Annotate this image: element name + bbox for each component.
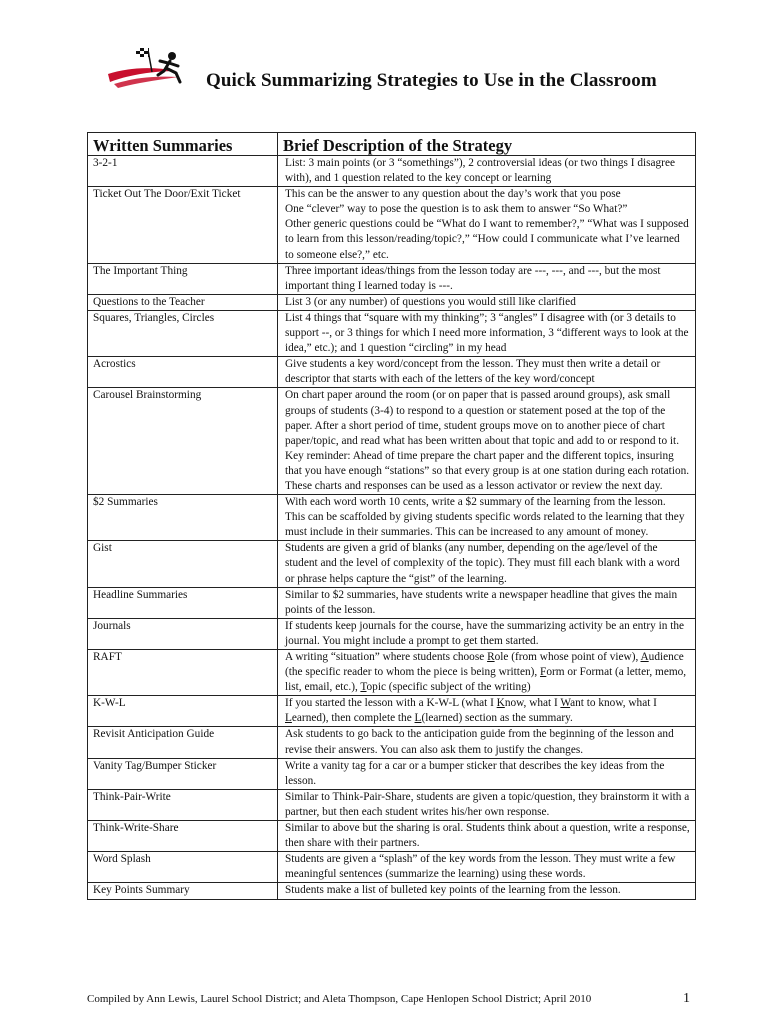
strategy-name: Word Splash bbox=[88, 852, 278, 883]
strategy-description: On chart paper around the room (or on paper that is passed around groups), ask small groups of students (3-4) to respond to a question or statement posed at the top of the paper. After a short period of time, student groups move on to another piece of chart paper/topic, and read what has been written about that topic and add to or respond to it. Key reminder: Ahead of time prepare the chart paper and the different topics, insuring that you have enough “stations” so that every group is at one station during each rotation. These charts and responses can be used as a lesson activator or review the next day. bbox=[278, 388, 696, 495]
running-figure-logo bbox=[106, 44, 192, 94]
strategy-name: The Important Thing bbox=[88, 263, 278, 294]
table-row bbox=[88, 263, 696, 294]
page-number: 1 bbox=[683, 991, 690, 1006]
strategy-name: RAFT bbox=[88, 650, 278, 696]
strategy-name: Questions to the Teacher bbox=[88, 294, 278, 310]
strategy-description: Similar to Think-Pair-Share, students are given a topic/question, they brainstorm it with a partner, but then each student writes his/her own response. bbox=[278, 789, 696, 820]
strategy-description: Students are given a grid of blanks (any number, depending on the age/level of the student and the level of complexity of the topic). They must fill each blank with a word or phrase helps capture the “gist” of the learning. bbox=[278, 541, 696, 587]
page-title: Quick Summarizing Strategies to Use in the Classroom bbox=[206, 70, 657, 91]
strategy-name: K-W-L bbox=[88, 696, 278, 727]
table-row bbox=[88, 821, 696, 852]
underlined-letter: W bbox=[560, 697, 571, 710]
table-row bbox=[88, 294, 696, 310]
underlined-letter: R bbox=[487, 651, 495, 663]
description-text: now, what I bbox=[504, 697, 561, 710]
strategy-description: If students keep journals for the course, have the summarizing activity be an entry in the journal. You might include a prompt to get them started. bbox=[278, 618, 696, 649]
underlined-letter: K bbox=[496, 697, 505, 710]
description-text: opic (specific subject of the writing) bbox=[366, 681, 531, 694]
strategy-name: 3-2-1 bbox=[88, 156, 278, 187]
underlined-letter: A bbox=[640, 651, 649, 663]
strategy-name: Vanity Tag/Bumper Sticker bbox=[88, 758, 278, 789]
table-row bbox=[88, 587, 696, 618]
table-row bbox=[88, 758, 696, 789]
strategy-description: Similar to above but the sharing is oral. Students think about a question, write a response, then share with their partners. bbox=[278, 821, 696, 852]
table-row bbox=[88, 310, 696, 356]
description-text: A writing “situation” where students choose bbox=[285, 651, 488, 663]
strategy-name: Journals bbox=[88, 618, 278, 649]
strategy-name: Ticket Out The Door/Exit Ticket bbox=[88, 187, 278, 263]
strategy-description: List 3 (or any number) of questions you would still like clarified bbox=[278, 294, 696, 310]
footer-credits: Compiled by Ann Lewis, Laurel School District; and Aleta Thompson, Cape Henlopen School District; April 2010 bbox=[87, 993, 592, 1005]
underlined-letter: F bbox=[540, 666, 547, 679]
table-row bbox=[88, 727, 696, 758]
strategy-description bbox=[278, 650, 696, 696]
column-header-written-summaries: Written Summaries bbox=[88, 133, 278, 156]
description-text: ole (from whose point of view), bbox=[494, 651, 641, 663]
strategy-description: Similar to $2 summaries, have students write a newspaper headline that gives the main points of the lesson. bbox=[278, 587, 696, 618]
strategy-name: Acrostics bbox=[88, 357, 278, 388]
strategy-description bbox=[278, 696, 696, 727]
strategy-name: Carousel Brainstorming bbox=[88, 388, 278, 495]
underlined-letter: L bbox=[285, 712, 292, 725]
strategy-name: Squares, Triangles, Circles bbox=[88, 310, 278, 356]
table-row bbox=[88, 696, 696, 727]
table-row bbox=[88, 650, 696, 696]
strategy-name: $2 Summaries bbox=[88, 495, 278, 541]
strategy-description: Three important ideas/things from the lesson today are ---, ---, and ---, but the most important thing I learned today is ---. bbox=[278, 263, 696, 294]
strategy-name: Revisit Anticipation Guide bbox=[88, 727, 278, 758]
table-row bbox=[88, 187, 696, 263]
table-row bbox=[88, 495, 696, 541]
strategy-name: Think-Write-Share bbox=[88, 821, 278, 852]
strategy-description: Write a vanity tag for a car or a bumper sticker that describes the key ideas from the lesson. bbox=[278, 758, 696, 789]
table-row bbox=[88, 852, 696, 883]
strategy-description: Give students a key word/concept from the lesson. They must then write a detail or descriptor that starts with each of the letters of the key word/concept bbox=[278, 357, 696, 388]
strategy-description: Students make a list of bulleted key points of the learning from the lesson. bbox=[278, 883, 696, 899]
strategy-name: Think-Pair-Write bbox=[88, 789, 278, 820]
description-text: udience (the specific reader to whom the piece is being written), bbox=[285, 651, 684, 679]
table-row bbox=[88, 883, 696, 899]
description-text: (learned) section as the summary. bbox=[421, 712, 573, 725]
strategy-description: This can be the answer to any question about the day’s work that you pose One “clever” way to pose the question is to ask them to answer “So What?” Other generic questions could be “What do I want to remember?,” “What was I supposed to learn from this lesson/reading/topic?,” “How could I communicate what I’ve learned to someone else?,” etc. bbox=[278, 187, 696, 263]
description-text: ant to know, what I bbox=[570, 697, 657, 710]
strategies-table bbox=[87, 132, 696, 900]
strategy-description: List: 3 main points (or 3 “somethings”), 2 controversial ideas (or two things I disagree with), and 1 question related to the key concept or learning bbox=[278, 156, 696, 187]
column-header-description: Brief Description of the Strategy bbox=[278, 133, 696, 156]
strategy-name: Gist bbox=[88, 541, 278, 587]
table-row bbox=[88, 156, 696, 187]
strategy-description: Ask students to go back to the anticipation guide from the beginning of the lesson and revise their answers. You can also ask them to justify the changes. bbox=[278, 727, 696, 758]
strategy-name: Key Points Summary bbox=[88, 883, 278, 899]
table-row bbox=[88, 388, 696, 495]
table-row bbox=[88, 789, 696, 820]
table-row bbox=[88, 618, 696, 649]
strategy-description: List 4 things that “square with my thinking”; 3 “angles” I disagree with (or 3 details to support --, or 3 things for which I need more information, 3 “different ways to look at the idea,” etc.); and 1 question “circling” in my head bbox=[278, 310, 696, 356]
strategy-description: With each word worth 10 cents, write a $2 summary of the learning from the lesson. This can be scaffolded by giving students specific words related to the learning that they must include in their summaries. This can be increased to any amount of money. bbox=[278, 495, 696, 541]
description-text: orm or Format (a letter, memo, list, email, etc.), bbox=[285, 666, 687, 694]
strategy-description: Students are given a “splash” of the key words from the lesson. They must write a few meaningful sentences (summarize the learning) using these words. bbox=[278, 852, 696, 883]
table-row bbox=[88, 541, 696, 587]
table-row bbox=[88, 357, 696, 388]
underlined-letter: L bbox=[414, 712, 422, 725]
description-text: If you started the lesson with a K-W-L (what I bbox=[285, 697, 497, 710]
underlined-letter: T bbox=[360, 681, 367, 694]
table-header-row bbox=[88, 133, 696, 156]
strategy-name: Headline Summaries bbox=[88, 587, 278, 618]
description-text: earned), then complete the bbox=[291, 712, 415, 725]
